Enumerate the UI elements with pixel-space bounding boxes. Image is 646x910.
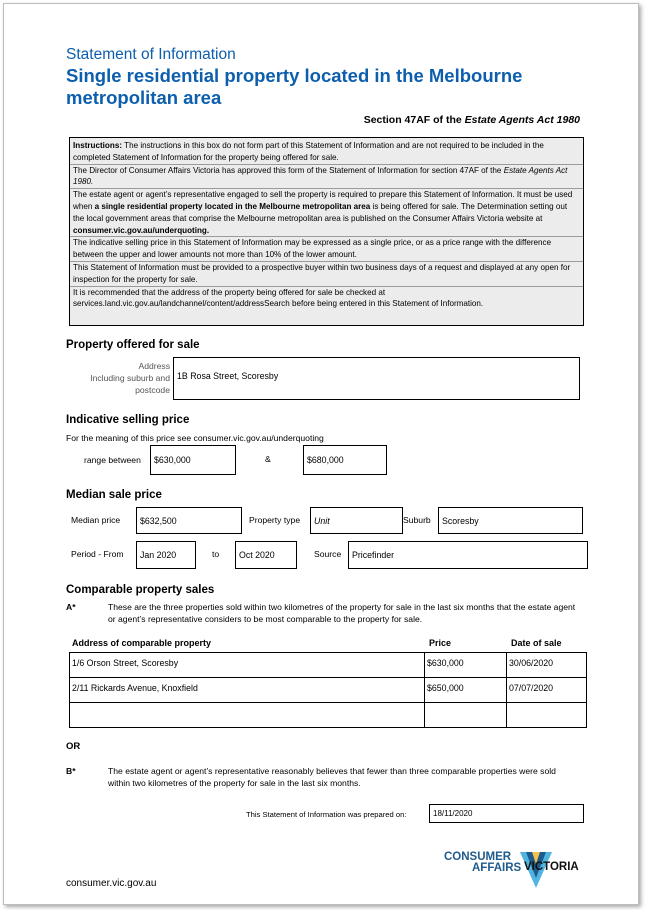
period-to-label: to: [212, 549, 220, 559]
document-type: Statement of Information: [66, 46, 236, 63]
instructions-box: [69, 137, 584, 326]
logo-victoria-text: VICTORIA: [524, 861, 579, 873]
source-label: Source: [314, 549, 342, 559]
median-price-label: Median price: [71, 515, 121, 525]
option-a-text: These are the three properties sold within two kilometres of the property for sale in the last six months that the estate agent or agent’s representative considers to be most comparable to the property for sale.: [108, 602, 576, 624]
instructions-underquoting-link[interactable]: consumer.vic.gov.au/underquoting.: [73, 225, 210, 235]
comparable-heading: Comparable property sales: [66, 584, 215, 596]
suburb-label: Suburb: [403, 515, 431, 525]
address-field[interactable]: 1B Rosa Street, Scoresby: [173, 357, 580, 400]
prepared-date-field[interactable]: 18/11/2020: [429, 804, 584, 823]
page-title: Single residential property located in the Melbourne metropolitan area: [66, 65, 523, 108]
instructions-p4: The indicative selling price in this Statement of Information may be expressed as a single price, or as a price range with the difference between the upper and lower amounts not more than 10% of the lower amount.: [73, 238, 552, 260]
row2-date: 07/07/2020: [506, 677, 587, 703]
logo-consumer-text: CONSUMER: [444, 851, 512, 863]
instructions-p3-bold: a single residential property located in the Melbourne metropolitan area: [94, 201, 371, 211]
instructions-p1: [73, 140, 580, 164]
instructions-p3: [73, 189, 580, 236]
price-low-field[interactable]: $630,000: [150, 445, 236, 475]
suburb-field[interactable]: Scoresby: [438, 507, 583, 534]
indicative-subtext: For the meaning of this price see consumer.vic.gov.au/underquoting: [66, 433, 324, 443]
address-label: [74, 360, 170, 396]
period-from-label: Period - From: [71, 549, 124, 559]
address-label-line2: Including suburb and: [90, 373, 170, 383]
instructions-p2: [73, 165, 580, 189]
median-heading: Median sale price: [66, 489, 162, 501]
property-type-label: Property type: [249, 515, 301, 525]
row2-address: 2/11 Rickards Avenue, Knoxfield: [69, 677, 425, 703]
property-type-field[interactable]: Unit: [310, 507, 403, 534]
comparable-table: [69, 634, 587, 730]
instructions-p2-act: Estate Agents Act 1980.: [73, 165, 568, 187]
row1-date: 30/06/2020: [506, 652, 587, 678]
section-act: Estate Agents Act 1980: [464, 114, 580, 126]
instructions-p1-text: The instructions in this box do not form part of this Statement of Information and are not required to be included in the completed Statement of Information for the property being offered for sale.: [73, 141, 544, 162]
section-reference: [364, 114, 580, 126]
period-from-field[interactable]: Jan 2020: [136, 541, 196, 569]
option-a-label: A*: [66, 602, 76, 612]
row2-price: $650,000: [424, 677, 507, 703]
col-address-header: Address of comparable property: [72, 638, 212, 648]
document-page: [3, 3, 639, 905]
period-to-field[interactable]: Oct 2020: [235, 541, 297, 569]
instructions-p5: This Statement of Information must be provided to a prospective buyer within two business days of a request and displayed at any open for inspection for the property for sale.: [73, 262, 571, 284]
row3-address: [69, 702, 425, 728]
source-field[interactable]: Pricefinder: [348, 541, 588, 569]
median-price-field[interactable]: $632,500: [136, 507, 242, 534]
row1-address: 1/6 Orson Street, Scoresby: [69, 652, 425, 678]
range-and: &: [265, 454, 271, 464]
col-date-header: Date of sale: [511, 638, 562, 648]
col-price-header: Price: [429, 638, 452, 648]
property-heading: Property offered for sale: [66, 339, 200, 351]
row3-price: [424, 702, 507, 728]
consumer-affairs-victoria-logo: [442, 850, 592, 894]
indicative-heading: Indicative selling price: [66, 414, 190, 426]
option-b-text: The estate agent or agent’s representative reasonably believes that fewer than three comparable properties were sold within two kilometres of the property for sale in the last six months.: [108, 766, 556, 788]
or-separator: OR: [66, 741, 81, 752]
address-label-line3: postcode: [135, 385, 170, 395]
instructions-p2-text: The Director of Consumer Affairs Victoria has approved this form of the Statement of Information for section 47AF of the: [73, 165, 502, 175]
price-high-field[interactable]: $680,000: [303, 445, 387, 475]
range-label: range between: [84, 455, 141, 465]
address-label-line1: Address: [138, 361, 170, 371]
row3-date: [506, 702, 587, 728]
instructions-p3-b: is being offered for sale. The Determination setting out the local government areas that comprise the Melbourne metropolitan area is published on the Consumer Affairs Victoria website at: [73, 201, 568, 223]
section-prefix: Section 47AF of the: [363, 114, 462, 126]
instructions-label: Instructions:: [73, 141, 123, 150]
row1-price: $630,000: [424, 652, 507, 678]
prepared-label: This Statement of Information was prepared on:: [246, 810, 407, 819]
logo-affairs-text: AFFAIRS: [472, 862, 522, 874]
footer-website: consumer.vic.gov.au: [66, 878, 157, 889]
instructions-p6: It is recommended that the address of the property being offered for sale be checked at services.land.vic.gov.au/landchannel/content/addressSearch before being entered in this Statement of Information.: [73, 287, 484, 309]
instructions-p3-a: The estate agent or agent’s representative engaged to sell the property is required to prepare this Statement of Information. It must be used when: [73, 190, 573, 211]
option-b-label: B*: [66, 766, 76, 776]
